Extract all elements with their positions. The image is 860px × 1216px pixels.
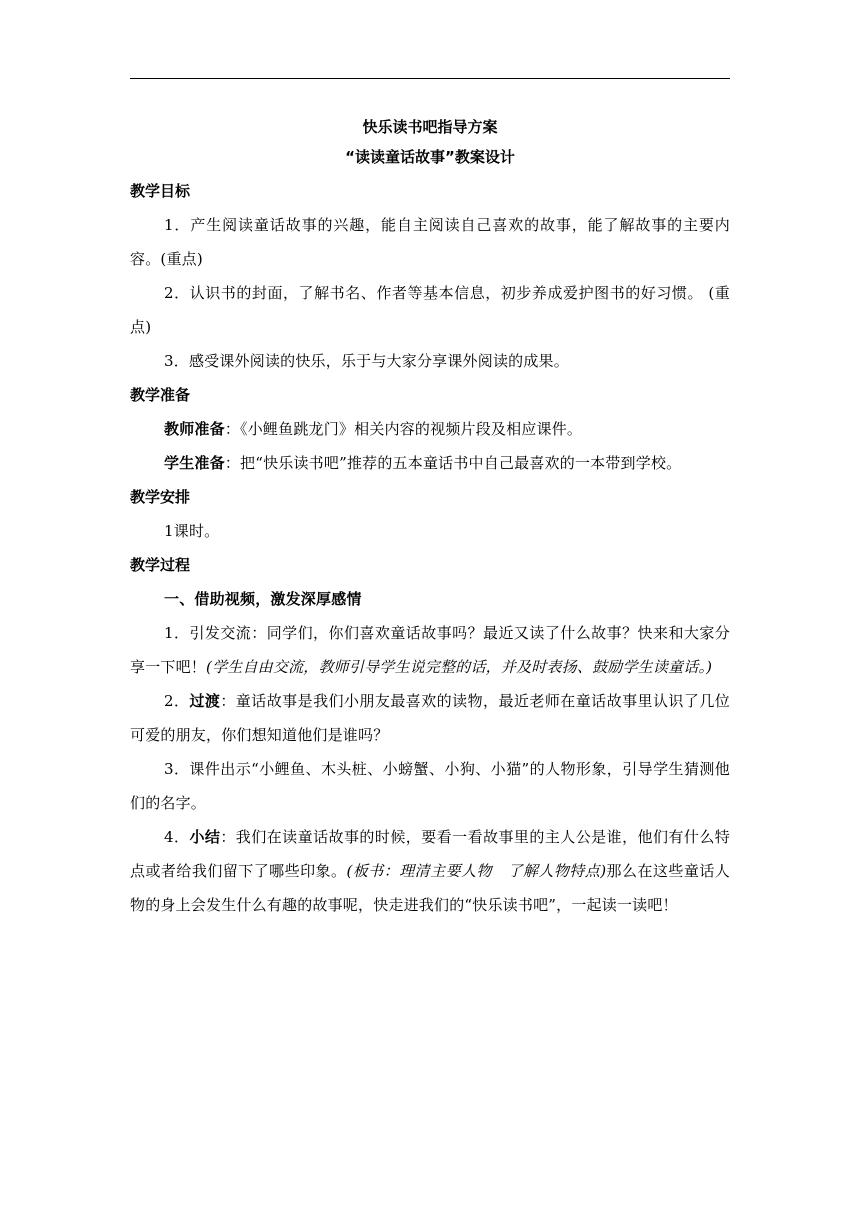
prep-student-label: 学生准备 bbox=[164, 454, 225, 472]
prep-student-text: ：把“快乐读书吧”推荐的五本童话书中自己最喜欢的一本带到学校。 bbox=[224, 454, 682, 472]
goal-item: 3．感受课外阅读的快乐，乐于与大家分享课外阅读的成果。 bbox=[164, 352, 569, 370]
process-p4-note: (板书：理清主要人物 了解人物特点) bbox=[346, 862, 607, 880]
process-paragraph-2 bbox=[130, 684, 730, 752]
arrange-text: 1课时。 bbox=[164, 522, 220, 540]
section-heading-prep: 教学准备 bbox=[130, 386, 191, 404]
document-title: 快乐读书吧指导方案 bbox=[362, 118, 498, 136]
process-p4-text1: ：我们在读童话故事的时候，要看一看故事里的主人公是谁，他们有什么特点或者给我们留下了哪些印象。 bbox=[130, 828, 730, 880]
document-body bbox=[130, 112, 730, 922]
process-p1-text: 1．引发交流：同学们，你们喜欢童话故事吗？最近又读了什么故事？快来和大家分享一下吧！ bbox=[130, 624, 730, 676]
process-p2-text: ：童话故事是我们小朋友最喜欢的读物，最近老师在童话故事里认识了几位可爱的朋友，你们想知道他们是谁吗？ bbox=[130, 692, 730, 744]
process-paragraph-1 bbox=[130, 616, 730, 684]
prep-teacher bbox=[130, 412, 730, 446]
process-p2-label: 过渡 bbox=[189, 692, 221, 710]
prep-teacher-text: ：《小鲤鱼跳龙门》相关内容的视频片段及相应课件。 bbox=[224, 420, 583, 438]
section-heading-arrange: 教学安排 bbox=[130, 488, 191, 506]
process-p2-num: 2． bbox=[164, 692, 190, 710]
process-p1-note: (学生自由交流，教师引导学生说完整的话，并及时表扬、鼓励学生读童话。) bbox=[206, 658, 713, 676]
section-heading-goals: 教学目标 bbox=[130, 182, 191, 200]
goal-item: 2．认识书的封面，了解书名、作者等基本信息，初步养成爱护图书的好习惯。 (重点) bbox=[130, 284, 730, 336]
process-p4-label: 小结 bbox=[189, 828, 221, 846]
process-step-title: 一、借助视频，激发深厚感情 bbox=[164, 590, 362, 608]
header-rule bbox=[130, 78, 730, 79]
process-p4-num: 4． bbox=[164, 828, 190, 846]
prep-teacher-label: 教师准备 bbox=[164, 420, 225, 438]
goal-item: 1．产生阅读童话故事的兴趣，能自主阅读自己喜欢的故事，能了解故事的主要内容。(重点) bbox=[130, 216, 730, 268]
prep-student bbox=[130, 446, 730, 480]
process-p4-text2: 那么在这些童话人物的身上会发生什么有趣的故事呢，快走进我们的“快乐读书吧”，一起读一读吧！ bbox=[130, 862, 730, 914]
process-paragraph-3: 3．课件出示“小鲤鱼、木头桩、小螃蟹、小狗、小猫”的人物形象，引导学生猜测他们的名字。 bbox=[130, 760, 730, 812]
process-paragraph-4 bbox=[130, 820, 730, 922]
document-subtitle: “读读童话故事”教案设计 bbox=[345, 148, 515, 166]
section-heading-process: 教学过程 bbox=[130, 556, 191, 574]
